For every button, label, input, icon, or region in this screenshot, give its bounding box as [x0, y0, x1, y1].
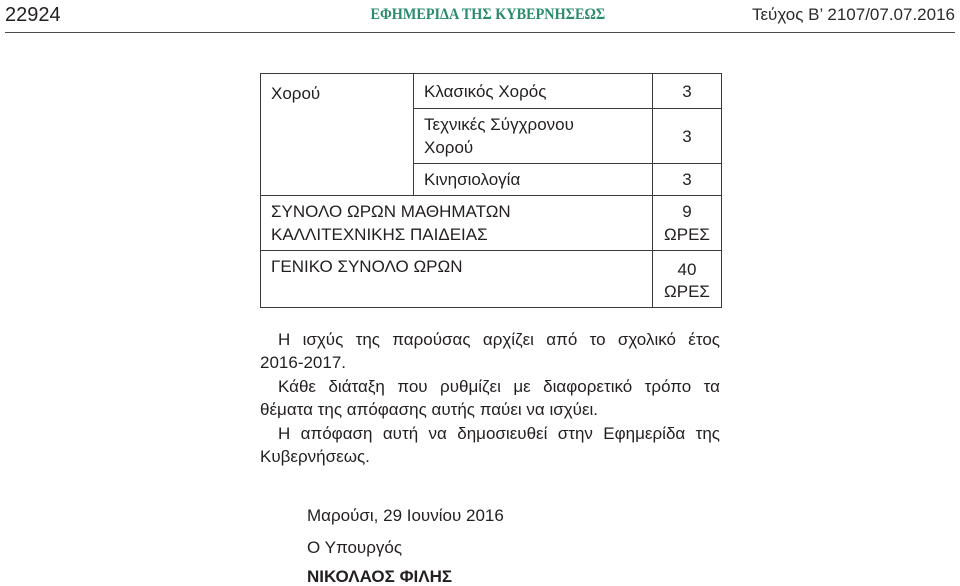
gazette-title: ΕΦΗΜΕΡΙΔΑ ΤΗΣ ΚΥΒΕΡΝΗΣΕΩΣ: [370, 6, 605, 23]
subject-cell: [261, 74, 414, 196]
course-hours: 3: [682, 81, 692, 101]
text-line: Η απόφαση αυτή να δημοσιευθεί στην Εφημερίδα της: [278, 423, 720, 443]
header-rule: [5, 32, 955, 33]
paragraph: [260, 422, 720, 469]
total-hours-cell: [653, 251, 722, 308]
text-line: Η ισχύς της παρούσας αρχίζει από το σχολικό έτος: [278, 330, 720, 349]
subtotal-label: ΚΑΛΛΙΤΕΧΝΙΚΗΣ ΠΑΙΔΕΙΑΣ: [271, 225, 488, 244]
text-line: Κάθε διάταξη που ρυθμίζει με διαφορετικό τρόπο τα: [278, 376, 720, 396]
body-text: [260, 328, 720, 468]
subtotal-hours-cell: [653, 196, 722, 251]
table-row: [261, 196, 722, 251]
signature-role: Ο Υπουργός: [307, 538, 403, 557]
course-hours-cell: [653, 164, 722, 196]
hours-table: [260, 73, 722, 308]
course-hours-cell: [653, 109, 722, 164]
issue-info: Τεύχος Β’ 2107/07.07.2016: [751, 5, 955, 24]
total-hours: 40: [677, 260, 697, 279]
course-name: Χορού: [424, 138, 474, 157]
course-hours-cell: [653, 74, 722, 109]
subject-name: Χορού: [271, 84, 321, 103]
text-line: 2016-2017.: [260, 353, 347, 373]
course-name: Τεχνικές Σύγχρονου: [424, 115, 574, 134]
gazette-title-container: [250, 5, 725, 25]
total-label-cell: [261, 251, 653, 308]
course-name: Κινησιολογία: [424, 170, 521, 189]
table-row: [261, 251, 722, 308]
total-label: ΓΕΝΙΚΟ ΣΥΝΟΛΟ ΩΡΩΝ: [271, 257, 463, 276]
page-number: 22924: [5, 4, 61, 26]
subtotal-unit: ΩΡΕΣ: [664, 225, 710, 244]
subtotal-hours: 9: [682, 202, 692, 221]
course-name-cell: [414, 164, 653, 196]
course-hours: 3: [682, 170, 692, 189]
subtotal-label-cell: [261, 196, 653, 251]
total-unit: ΩΡΕΣ: [664, 282, 710, 301]
signature-name: ΝΙΚΟΛΑΟΣ ΦΙΛΗΣ: [307, 567, 453, 586]
text-line: Κυβερνήσεως.: [260, 446, 370, 466]
paragraph: [260, 328, 720, 375]
subtotal-label: ΣΥΝΟΛΟ ΩΡΩΝ ΜΑΘΗΜΑΤΩΝ: [271, 202, 511, 221]
course-name-cell: [414, 109, 653, 164]
course-hours: 3: [682, 126, 692, 146]
course-name: Κλασικός Χορός: [424, 81, 547, 101]
signature-place-date: Μαρούσι, 29 Ιουνίου 2016: [307, 506, 504, 525]
text-line: θέματα της απόφασης αυτής παύει να ισχύει.: [260, 400, 599, 420]
course-name-cell: [414, 74, 653, 109]
paragraph: [260, 375, 720, 422]
table-row: [261, 74, 722, 109]
